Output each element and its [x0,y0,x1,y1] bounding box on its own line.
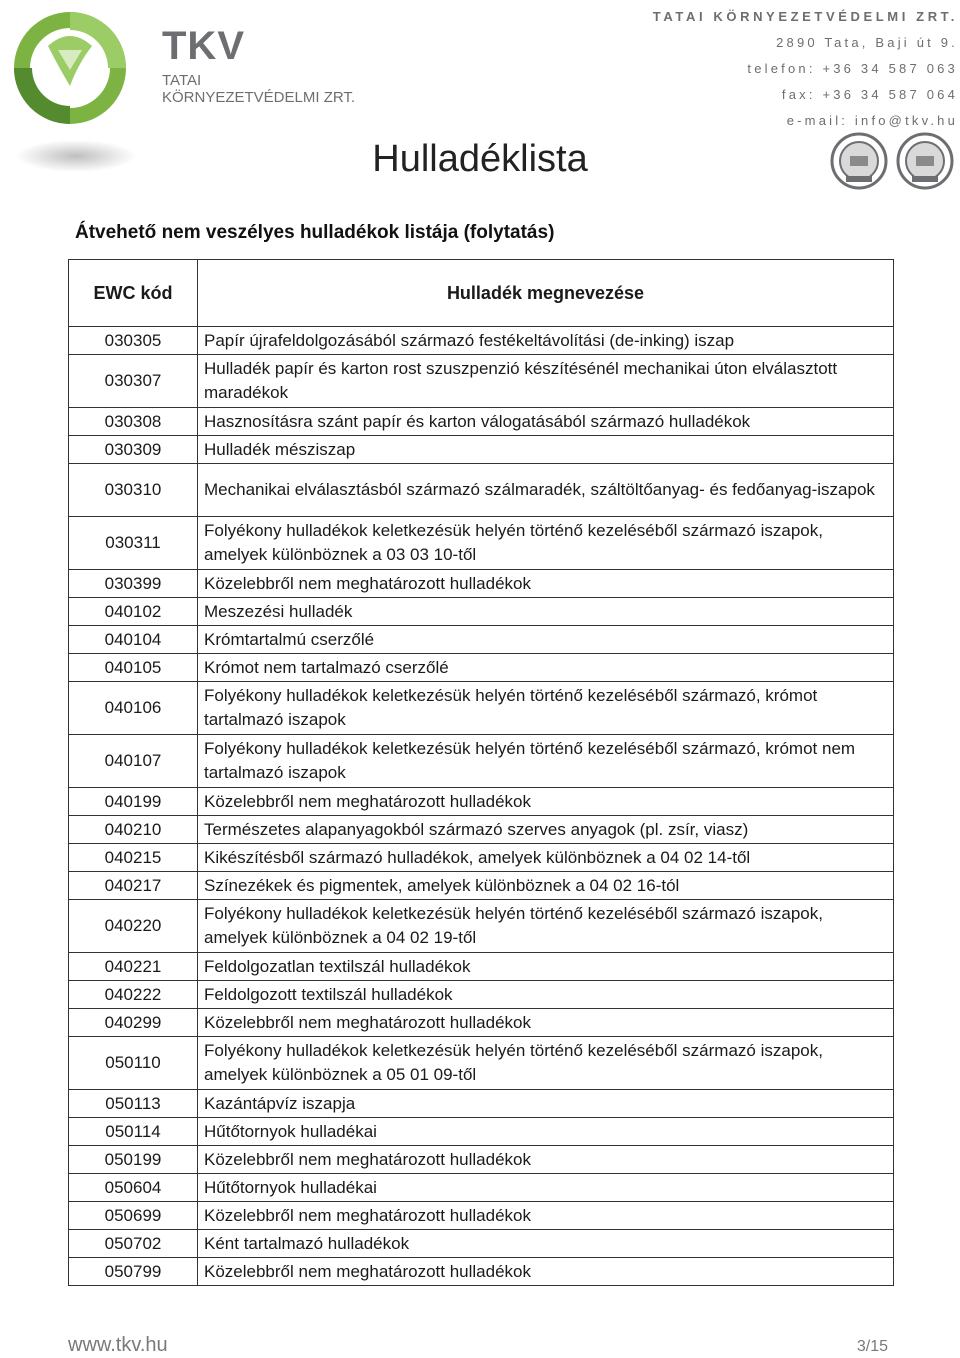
ewc-code-cell: 050702 [69,1230,198,1258]
brand-subtitle-line1: TATAI [162,72,202,89]
waste-name-cell: Meszezési hulladék [198,598,894,626]
company-name: TATAI KÖRNYEZETVÉDELMI ZRT. [652,9,958,24]
table-row [69,355,894,408]
waste-name-cell: Közelebbről nem meghatározott hulladékok [198,1202,894,1230]
ewc-code-cell: 050110 [69,1037,198,1090]
table-row [69,788,894,816]
table-row [69,1090,894,1118]
table-row [69,464,894,517]
table-row [69,1118,894,1146]
table-row [69,1009,894,1037]
ewc-code-cell: 030308 [69,408,198,436]
ewc-code-cell: 040220 [69,900,198,953]
ewc-code-cell: 050604 [69,1174,198,1202]
company-phone: telefon: +36 34 587 063 [747,61,958,76]
table-row [69,1202,894,1230]
waste-name-cell: Hűtőtornyok hulladékai [198,1118,894,1146]
company-fax: fax: +36 34 587 064 [781,87,958,102]
ewc-code-cell: 040104 [69,626,198,654]
table-row [69,517,894,570]
ewc-code-cell: 040299 [69,1009,198,1037]
table-row [69,408,894,436]
table-row [69,682,894,735]
ewc-code-cell: 040222 [69,981,198,1009]
company-contact [653,8,958,138]
column-header-ewc-code: EWC kód [69,260,198,327]
waste-name-cell: Természetes alapanyagokból származó szerves anyagok (pl. zsír, viasz) [198,816,894,844]
waste-name-cell: Feldolgozott textilszál hulladékok [198,981,894,1009]
table-row [69,626,894,654]
waste-name-cell: Folyékony hulladékok keletkezésük helyén történő kezeléséből származó, krómot nem tartalmazó iszapok [198,735,894,788]
waste-name-cell: Krómot nem tartalmazó cserzőlé [198,654,894,682]
table-row [69,1146,894,1174]
table-row [69,598,894,626]
table-row [69,1174,894,1202]
waste-name-cell: Hasznosításra szánt papír és karton válogatásából származó hulladékok [198,408,894,436]
waste-name-cell: Hulladék mésziszap [198,436,894,464]
waste-name-cell: Közelebbről nem meghatározott hulladékok [198,788,894,816]
ewc-code-cell: 040217 [69,872,198,900]
ewc-code-cell: 040102 [69,598,198,626]
ewc-code-cell: 040199 [69,788,198,816]
waste-name-cell: Kazántápvíz iszapja [198,1090,894,1118]
ewc-code-cell: 040105 [69,654,198,682]
table-row [69,654,894,682]
waste-list-table [68,259,894,1286]
section-heading: Átvehető nem veszélyes hulladékok listája (folytatás) [75,222,555,243]
table-row [69,872,894,900]
ewc-code-cell: 030399 [69,570,198,598]
waste-name-cell: Mechanikai elválasztásból származó szálmaradék, száltöltőanyag- és fedőanyag-iszapok [198,464,894,517]
ewc-code-cell: 050113 [69,1090,198,1118]
waste-name-cell: Folyékony hulladékok keletkezésük helyén történő kezeléséből származó iszapok, amelyek különböznek a 04 02 19-től [198,900,894,953]
page-number: 3/15 [856,1338,888,1355]
waste-name-cell: Közelebbről nem meghatározott hulladékok [198,570,894,598]
table-row [69,570,894,598]
brand-name: TKV [162,24,245,68]
waste-name-cell: Közelebbről nem meghatározott hulladékok [198,1009,894,1037]
company-email: e-mail: info@tkv.hu [786,113,958,128]
waste-name-cell: Folyékony hulladékok keletkezésük helyén történő kezeléséből származó iszapok, amelyek különböznek a 05 01 09-től [198,1037,894,1090]
ewc-code-cell: 050199 [69,1146,198,1174]
table-row [69,981,894,1009]
footer-website: www.tkv.hu [68,1334,168,1356]
column-header-waste-name: Hulladék megnevezése [198,260,894,327]
waste-name-cell: Közelebbről nem meghatározott hulladékok [198,1146,894,1174]
ewc-code-cell: 040221 [69,953,198,981]
ewc-code-cell: 040107 [69,735,198,788]
table-row [69,327,894,355]
ewc-code-cell: 030309 [69,436,198,464]
waste-name-cell: Közelebbről nem meghatározott hulladékok [198,1258,894,1286]
waste-name-cell: Hulladék papír és karton rost szuszpenzió készítésénél mechanikai úton elválasztott maradékok [198,355,894,408]
table-row [69,1037,894,1090]
page-title: Hulladéklista [372,138,588,180]
table-row [69,1230,894,1258]
table-row [69,436,894,464]
ewc-code-cell: 040215 [69,844,198,872]
table-row [69,1258,894,1286]
waste-name-cell: Krómtartalmú cserzőlé [198,626,894,654]
table-row [69,816,894,844]
ewc-code-cell: 030311 [69,517,198,570]
waste-name-cell: Papír újrafeldolgozásából származó festékeltávolítási (de-inking) iszap [198,327,894,355]
ewc-code-cell: 030310 [69,464,198,517]
ewc-code-cell: 050699 [69,1202,198,1230]
ewc-code-cell: 030305 [69,327,198,355]
ewc-code-cell: 040106 [69,682,198,735]
waste-name-cell: Folyékony hulladékok keletkezésük helyén történő kezeléséből származó, krómot tartalmazó iszapok [198,682,894,735]
waste-name-cell: Feldolgozatlan textilszál hulladékok [198,953,894,981]
waste-name-cell: Hűtőtornyok hulladékai [198,1174,894,1202]
ewc-code-cell: 050799 [69,1258,198,1286]
table-header-row [69,260,894,327]
waste-name-cell: Színezékek és pigmentek, amelyek különböznek a 04 02 16-tól [198,872,894,900]
brand-block [162,26,355,106]
waste-name-cell: Ként tartalmazó hulladékok [198,1230,894,1258]
table-row [69,900,894,953]
table-row [69,953,894,981]
ewc-code-cell: 030307 [69,355,198,408]
waste-name-cell: Folyékony hulladékok keletkezésük helyén történő kezeléséből származó iszapok, amelyek különböznek a 03 03 10-től [198,517,894,570]
table-row [69,844,894,872]
table-row [69,735,894,788]
ewc-code-cell: 040210 [69,816,198,844]
waste-name-cell: Kikészítésből származó hulladékok, amelyek különböznek a 04 02 14-től [198,844,894,872]
company-address: 2890 Tata, Baji út 9. [776,35,958,50]
ewc-code-cell: 050114 [69,1118,198,1146]
brand-subtitle-line2: KÖRNYEZETVÉDELMI ZRT. [162,89,356,106]
